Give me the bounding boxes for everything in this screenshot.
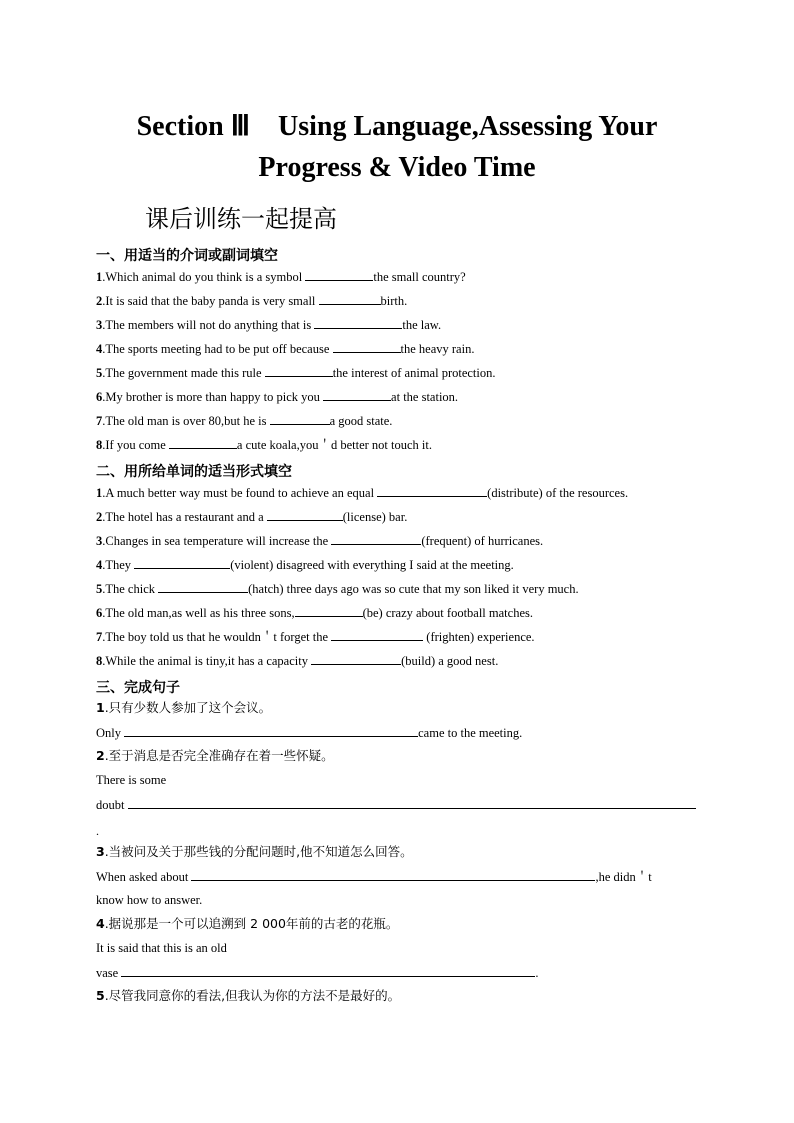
part2-heading: 二、用所给单词的适当形式填空 xyxy=(96,464,292,480)
answer-blank[interactable] xyxy=(323,388,391,401)
answer-blank[interactable] xyxy=(305,268,373,281)
answer-blank[interactable] xyxy=(331,628,423,641)
answer-blank[interactable] xyxy=(267,508,343,521)
part3-q3-line2: know how to answer. xyxy=(96,893,203,907)
answer-blank[interactable] xyxy=(121,964,535,977)
answer-blank[interactable] xyxy=(377,484,487,497)
part3-q3-answer: When asked about ,he didn＇t xyxy=(96,870,652,884)
part2-item-4: 4.They (violent) disagreed with everything I said at the meeting. xyxy=(96,558,514,572)
answer-blank[interactable] xyxy=(169,436,237,449)
answer-blank[interactable] xyxy=(319,292,381,305)
part2-item-2: 2.The hotel has a restaurant and a (license) bar. xyxy=(96,510,408,524)
part3-q2-answer: doubt xyxy=(96,796,696,813)
part1-heading: 一、用适当的介词或副词填空 xyxy=(96,248,278,264)
answer-blank[interactable] xyxy=(333,340,401,353)
part1-item-6: 6.My brother is more than happy to pick you at the station. xyxy=(96,390,459,404)
part3-q1-answer: Only came to the meeting. xyxy=(96,726,523,740)
part2-item-8: 8.While the animal is tiny,it has a capacity (build) a good nest. xyxy=(96,654,499,668)
part3-q4-prompt: 4.据说那是一个可以追溯到 2 000年前的古老的花瓶。 xyxy=(96,916,399,931)
part3-q4-answer: vase . xyxy=(96,966,539,980)
part3-q3-prompt: 3.当被问及关于那些钱的分配问题时,他不知道怎么回答。 xyxy=(96,844,413,859)
answer-blank[interactable] xyxy=(128,796,696,809)
page-title-line2: Progress & Video Time xyxy=(258,152,536,183)
answer-blank[interactable] xyxy=(158,580,248,593)
part1-item-5: 5.The government made this rule the interest of animal protection. xyxy=(96,366,496,380)
part3-q1-prompt: 1.只有少数人参加了这个会议。 xyxy=(96,700,272,715)
part3-q2-period: . xyxy=(96,824,99,838)
part2-item-6: 6.The old man,as well as his three sons, (be) crazy about football matches. xyxy=(96,606,533,620)
part1-item-1: 1.Which animal do you think is a symbol the small country? xyxy=(96,270,466,284)
part1-item-4: 4.The sports meeting had to be put off because the heavy rain. xyxy=(96,342,475,356)
answer-blank[interactable] xyxy=(191,868,595,881)
part2-item-3: 3.Changes in sea temperature will increase the (frequent) of hurricanes. xyxy=(96,534,544,548)
answer-blank[interactable] xyxy=(124,724,418,737)
part1-item-3: 3.The members will not do anything that is the law. xyxy=(96,318,442,332)
answer-blank[interactable] xyxy=(134,556,230,569)
part3-q2-prompt: 2.至于消息是否完全准确存在着一些怀疑。 xyxy=(96,748,334,763)
part2-item-1: 1.A much better way must be found to achieve an equal (distribute) of the resources. xyxy=(96,486,629,500)
answer-blank[interactable] xyxy=(311,652,401,665)
part3-q2-line1: There is some xyxy=(96,773,167,787)
part2-item-5: 5.The chick (hatch) three days ago was so cute that my son liked it very much. xyxy=(96,582,579,596)
answer-blank[interactable] xyxy=(314,316,402,329)
page-title-line1: Section Ⅲ Using Language,Assessing Your xyxy=(136,111,658,142)
part1-item-7: 7.The old man is over 80,but he is a good state. xyxy=(96,414,393,428)
part1-item-2: 2.It is said that the baby panda is very small birth. xyxy=(96,294,408,308)
part3-heading: 三、完成句子 xyxy=(96,680,180,696)
answer-blank[interactable] xyxy=(295,604,363,617)
part3-q4-line1: It is said that this is an old xyxy=(96,941,227,955)
part3-q5-prompt: 5.尽管我同意你的看法,但我认为你的方法不是最好的。 xyxy=(96,988,401,1003)
part1-item-8: 8.If you come a cute koala,you＇d better not touch it. xyxy=(96,438,432,452)
answer-blank[interactable] xyxy=(270,412,330,425)
answer-blank[interactable] xyxy=(331,532,421,545)
answer-blank[interactable] xyxy=(265,364,333,377)
section-subtitle: 课后训练一起提高 xyxy=(145,205,337,233)
part2-item-7: 7.The boy told us that he wouldn＇t forget the (frighten) experience. xyxy=(96,630,535,644)
